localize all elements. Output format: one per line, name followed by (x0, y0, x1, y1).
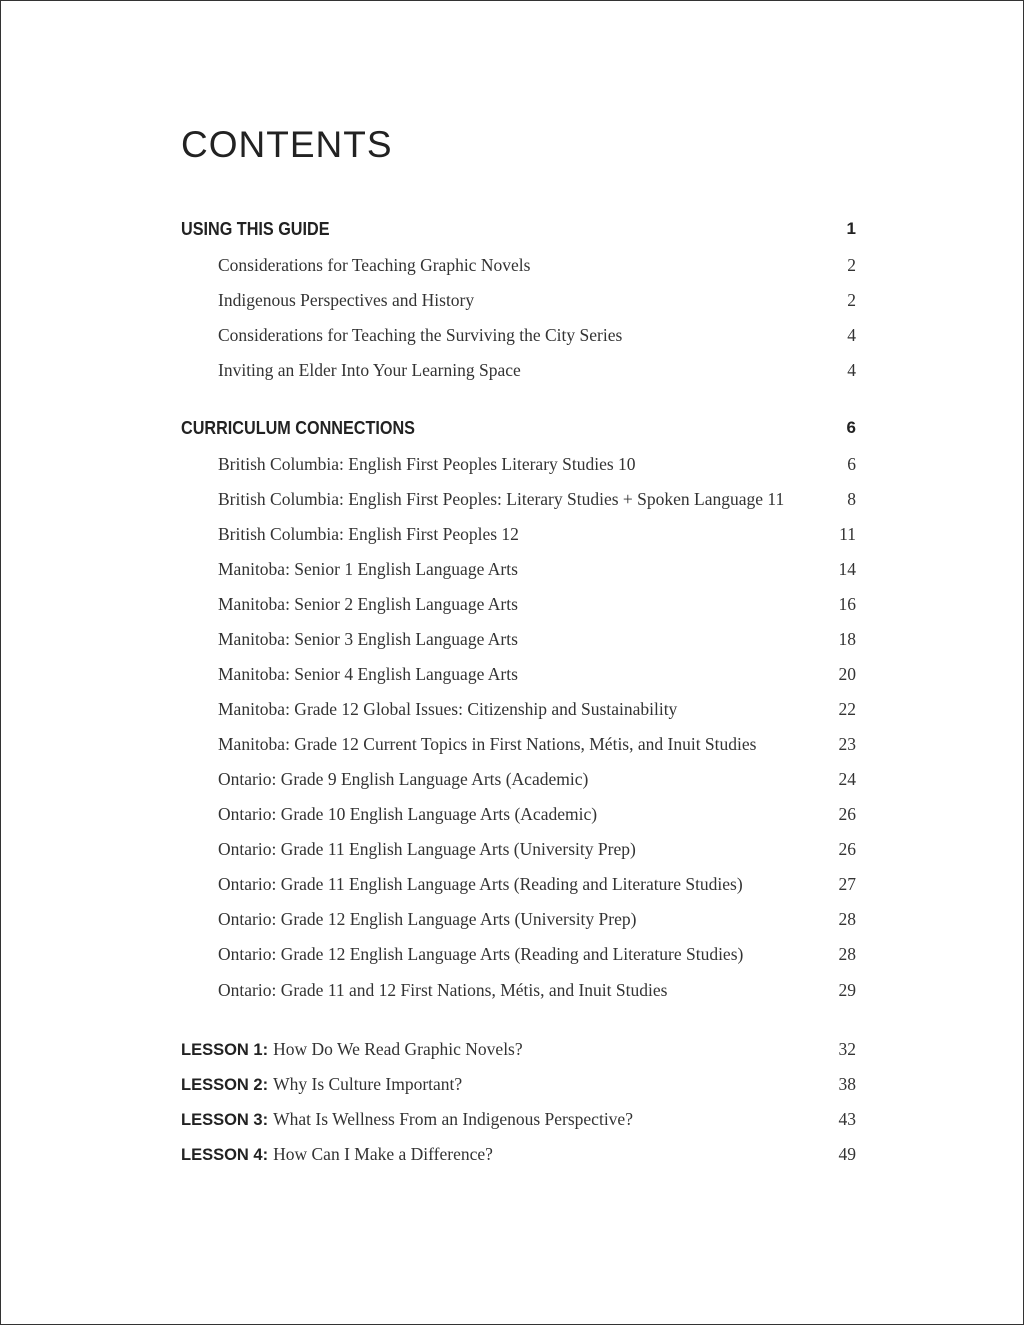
toc-entry[interactable] (218, 448, 856, 480)
lesson-label (181, 1109, 633, 1130)
toc-entry-label: Considerations for Teaching Graphic Novels (218, 254, 531, 275)
toc-entry-page: 14 (838, 558, 856, 579)
toc-entry-label: Ontario: Grade 12 English Language Arts (Reading and Literature Studies) (218, 943, 744, 964)
toc-entry[interactable] (218, 553, 856, 585)
toc-entry-page: 8 (847, 488, 856, 509)
toc-entry[interactable] (218, 319, 856, 351)
lesson-number: LESSON 1: (181, 1040, 269, 1059)
toc-entry[interactable] (218, 354, 856, 386)
toc-entry-page: 24 (838, 768, 856, 789)
lesson-page: 32 (838, 1038, 856, 1059)
toc-entry-label: Inviting an Elder Into Your Learning Space (218, 359, 521, 380)
toc-lesson[interactable] (181, 1068, 856, 1100)
toc-entry[interactable] (218, 249, 856, 281)
toc-entry-page: 2 (847, 289, 856, 310)
toc-entry-label: Indigenous Perspectives and History (218, 289, 475, 310)
toc-section-heading[interactable] (181, 412, 856, 444)
toc-entry[interactable] (218, 623, 856, 655)
toc-entry[interactable] (218, 728, 856, 760)
toc-entry[interactable] (218, 518, 856, 550)
toc-entry-label: British Columbia: English First Peoples Literary Studies 10 (218, 453, 636, 474)
lesson-number: LESSON 2: (181, 1075, 269, 1094)
toc-entry-label: Manitoba: Senior 1 English Language Arts (218, 558, 518, 579)
toc-section-heading[interactable] (181, 213, 856, 245)
toc-entry[interactable] (218, 798, 856, 830)
toc-lesson[interactable] (181, 1138, 856, 1170)
toc-entry[interactable] (218, 658, 856, 690)
toc-entry-label: Ontario: Grade 11 English Language Arts (University Prep) (218, 838, 636, 859)
toc-lesson[interactable] (181, 1033, 856, 1065)
toc-entry-page: 29 (838, 979, 856, 1000)
toc-entry[interactable] (218, 868, 856, 900)
toc-entry-page: 22 (838, 698, 856, 719)
toc-entry-label: British Columbia: English First Peoples 12 (218, 523, 519, 544)
lesson-page: 38 (838, 1073, 856, 1094)
toc-entry-page: 2 (847, 254, 856, 275)
lesson-label (181, 1074, 462, 1095)
toc-entry-label: Manitoba: Senior 4 English Language Arts (218, 663, 518, 684)
lesson-page: 49 (838, 1143, 856, 1164)
toc-entry-label: Ontario: Grade 12 English Language Arts (University Prep) (218, 908, 637, 929)
toc-entry-page: 4 (847, 359, 856, 380)
toc-entry-label: British Columbia: English First Peoples: Literary Studies + Spoken Language 11 (218, 488, 785, 509)
toc-entry-page: 16 (838, 593, 856, 614)
toc-entry-label: Manitoba: Senior 2 English Language Arts (218, 593, 518, 614)
lesson-number: LESSON 3: (181, 1110, 269, 1129)
toc-entry-page: 26 (838, 838, 856, 859)
toc-entry[interactable] (218, 763, 856, 795)
toc-entry-page: 20 (838, 663, 856, 684)
toc-entry-page: 26 (838, 803, 856, 824)
toc-entry[interactable] (218, 693, 856, 725)
lesson-title: How Can I Make a Difference? (273, 1143, 493, 1164)
toc-entry-page: 28 (838, 908, 856, 929)
section-page-number: 6 (846, 418, 856, 437)
section-page-number: 1 (846, 219, 856, 238)
toc-entry-label: Manitoba: Senior 3 English Language Arts (218, 628, 518, 649)
toc-entry[interactable] (218, 588, 856, 620)
toc-entry-label: Ontario: Grade 10 English Language Arts (Academic) (218, 803, 598, 824)
section-heading-label: USING THIS GUIDE (181, 218, 330, 239)
lesson-title: How Do We Read Graphic Novels? (273, 1038, 523, 1059)
toc-entry-page: 6 (847, 453, 856, 474)
toc-entry-page: 4 (847, 324, 856, 345)
toc-entry[interactable] (218, 938, 856, 970)
toc-entry[interactable] (218, 483, 856, 515)
lesson-title: Why Is Culture Important? (273, 1073, 463, 1094)
toc-lesson[interactable] (181, 1103, 856, 1135)
toc-entry-label: Considerations for Teaching the Surviving the City Series (218, 324, 623, 345)
toc-entry-page: 23 (838, 733, 856, 754)
toc-entry-label: Manitoba: Grade 12 Current Topics in First Nations, Métis, and Inuit Studies (218, 733, 757, 754)
lesson-number: LESSON 4: (181, 1145, 269, 1164)
lesson-label (181, 1039, 523, 1060)
lesson-page: 43 (838, 1108, 856, 1129)
toc-entry-label: Ontario: Grade 9 English Language Arts (Academic) (218, 768, 589, 789)
toc-entry[interactable] (218, 903, 856, 935)
page-title: CONTENTS (181, 124, 393, 165)
toc-entry-label: Ontario: Grade 11 and 12 First Nations, Métis, and Inuit Studies (218, 979, 668, 1000)
lesson-title: What Is Wellness From an Indigenous Perspective? (273, 1108, 633, 1129)
toc-entry[interactable] (218, 833, 856, 865)
toc-entry-page: 11 (839, 523, 856, 544)
toc-entry-label: Ontario: Grade 11 English Language Arts (Reading and Literature Studies) (218, 873, 743, 894)
toc-entry-page: 27 (838, 873, 856, 894)
lesson-label (181, 1144, 493, 1165)
toc-entry-page: 28 (838, 943, 856, 964)
section-heading-label: CURRICULUM CONNECTIONS (181, 417, 415, 438)
toc-entry-page: 18 (838, 628, 856, 649)
toc-entry[interactable] (218, 974, 856, 1006)
toc-entry-label: Manitoba: Grade 12 Global Issues: Citizenship and Sustainability (218, 698, 678, 719)
toc-entry[interactable] (218, 284, 856, 316)
